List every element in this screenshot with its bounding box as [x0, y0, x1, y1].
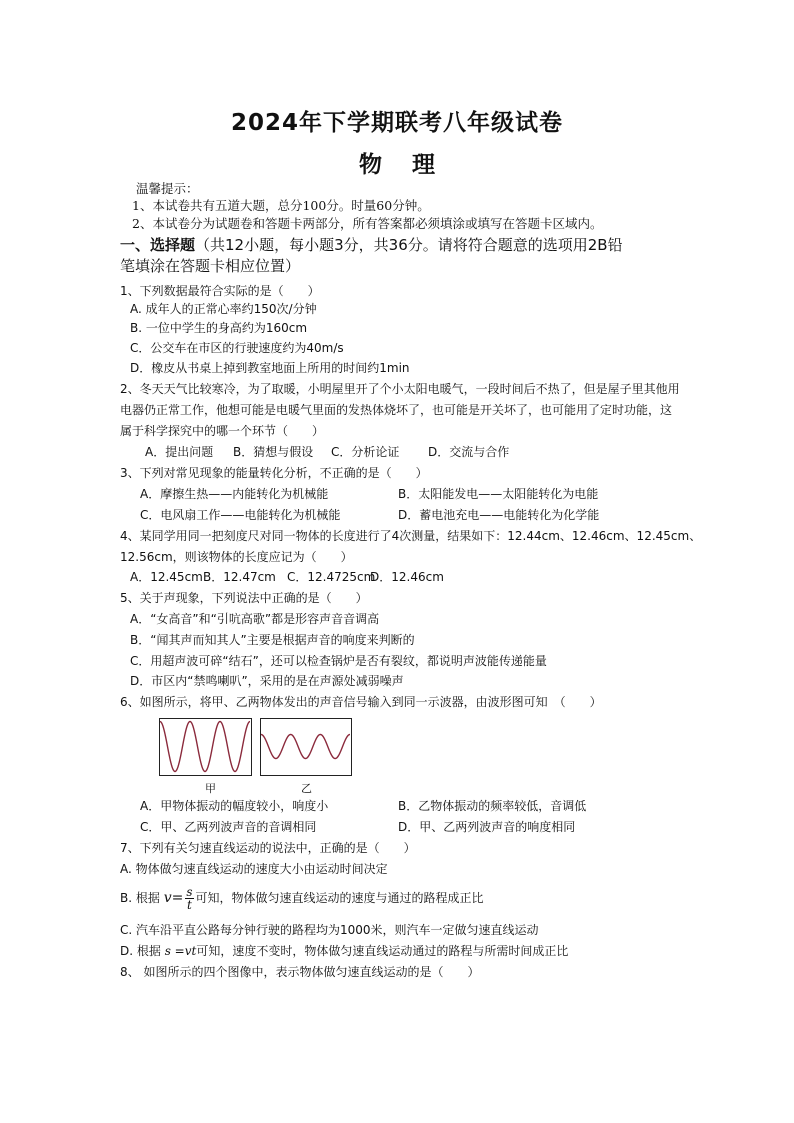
q7-option-d [120, 943, 568, 959]
waveform-yi-label: 乙 [301, 782, 312, 795]
q6-option-b: B．乙物体振动的频率较低，音调低 [398, 799, 587, 813]
q7-option-b-suffix: 可知，物体做匀速直线运动的速度与通过的路程成正比 [195, 891, 484, 905]
waveform-yi-svg [261, 719, 350, 774]
q7-option-d-formula: s =vt [164, 944, 197, 958]
q1-stem: 1、下列数据最符合实际的是（ ） [120, 284, 320, 298]
q3-option-b: B．太阳能发电——太阳能转化为电能 [398, 487, 599, 501]
q2-option-a: A．提出问题 [145, 445, 214, 459]
q6-option-c: C．甲、乙两列波声音的音调相同 [140, 820, 317, 834]
subject-title: 物理 [359, 152, 465, 178]
q6-option-d: D．甲、乙两列波声音的响度相同 [398, 820, 576, 834]
q7-option-b-prefix: B. 根据 [120, 891, 160, 905]
q6-stem: 6、如图所示，将甲、乙两物体发出的声音信号输入到同一示波器，由波形图可知 （ ） [120, 695, 602, 709]
q4-option-c: C．12.4725cm [287, 570, 376, 584]
waveform-jia [159, 718, 252, 776]
q2-option-b: B．猜想与假设 [233, 445, 314, 459]
section1-desc-line2: 笔填涂在答题卡相应位置） [120, 257, 301, 275]
q4-option-b: B．12.47cm [203, 570, 276, 584]
q5-option-a: A．“女高音”和“引吭高歌”都是形容声音音调高 [130, 612, 380, 626]
q7-formula-denominator: t [187, 898, 192, 912]
tip-2: 2、本试卷分为试题卷和答题卡两部分，所有答案都必须填涂或填写在答题卡区域内。 [132, 216, 603, 231]
q5-option-d: D．市区内“禁鸣喇叭”，采用的是在声源处减弱噪声 [130, 674, 404, 688]
q7-option-d-suffix: 可知，速度不变时，物体做匀速直线运动通过的路程与所需时间成正比 [196, 944, 569, 958]
waveform-yi-curve [261, 735, 350, 759]
q1-option-d: D．橡皮从书桌上掉到教室地面上所用的时间约1min [130, 361, 410, 375]
q7-formula-eq: = [171, 890, 184, 906]
tips-heading: 温馨提示： [136, 181, 199, 196]
q4-option-d: D．12.46cm [370, 570, 444, 584]
q5-stem: 5、关于声现象，下列说法中正确的是（ ） [120, 591, 368, 605]
q2-stem-line3: 属于科学探究中的哪一个环节（ ） [120, 424, 325, 438]
q3-option-c: C．电风扇工作——电能转化为机械能 [140, 508, 341, 522]
q7-option-c: C. 汽车沿平直公路每分钟行驶的路程均为1000米，则汽车一定做匀速直线运动 [120, 923, 539, 937]
q7-option-b [120, 884, 484, 912]
q2-stem-line1: 2、冬天天气比较寒冷，为了取暖，小明屋里开了个小太阳电暖气，一段时间后不热了，但是屋子里其他用 [120, 382, 680, 396]
q7-stem: 7、下列有关匀速直线运动的说法中，正确的是（ ） [120, 841, 416, 855]
q6-option-a: A．甲物体振动的幅度较小，响度小 [140, 799, 329, 813]
tip-1: 1、本试卷共有五道大题，总分100分。时量60分钟。 [132, 198, 430, 213]
q4-option-a: A．12.45cm [130, 570, 203, 584]
q4-stem-line1: 4、某同学用同一把刻度尺对同一物体的长度进行了4次测量，结果如下：12.44cm、12.46cm、12.45cm、 [120, 529, 702, 543]
q4-stem-line2: 12.56cm，则该物体的长度应记为（ ） [120, 550, 353, 564]
q2-option-d: D．交流与合作 [428, 445, 510, 459]
waveform-jia-svg [160, 719, 250, 774]
q7-option-d-prefix: D. 根据 [120, 944, 161, 958]
waveform-jia-curve [160, 722, 250, 772]
section1-header [120, 235, 623, 255]
q5-option-c: C．用超声波可碎“结石”，还可以检查锅炉是否有裂纹，都说明声波能传递能量 [130, 654, 547, 668]
q8-stem: 8、 如图所示的四个图像中，表示物体做匀速直线运动的是（ ） [120, 965, 480, 979]
q7-option-a: A. 物体做匀速直线运动的速度大小由运动时间决定 [120, 862, 388, 876]
q2-stem-line2: 电器仍正常工作，他想可能是电暖气里面的发热体烧坏了，也可能是开关坏了，也可能用了定时功能，这 [120, 403, 673, 417]
section1-label: 一、选择题 [120, 236, 196, 254]
waveform-jia-label: 甲 [205, 782, 216, 795]
q3-stem: 3、下列对常见现象的能量转化分析，不正确的是（ ） [120, 466, 428, 480]
exam-title: 2024年下学期联考八年级试卷 [230, 110, 563, 136]
q2-option-c: C．分析论证 [331, 445, 400, 459]
q7-formula-fraction [185, 886, 193, 911]
q1-option-a: A. 成年人的正常心率约150次/分钟 [130, 302, 317, 316]
q1-option-c: C．公交车在市区的行驶速度约为40m/s [130, 341, 344, 355]
q1-option-b: B. 一位中学生的身高约为160cm [130, 321, 308, 335]
q3-option-d: D．蓄电池充电——电能转化为化学能 [398, 508, 600, 522]
waveform-yi [260, 718, 352, 776]
q7-formula-numerator: s [186, 885, 193, 899]
q5-option-b: B．“闻其声而知其人”主要是根据声音的响度来判断的 [130, 633, 415, 647]
section1-desc-line1: （共12小题，每小题3分，共36分。请将符合题意的选项用2B铅 [195, 236, 623, 254]
q7-formula-v: v [163, 890, 172, 906]
q3-option-a: A．摩擦生热——内能转化为机械能 [140, 487, 329, 501]
